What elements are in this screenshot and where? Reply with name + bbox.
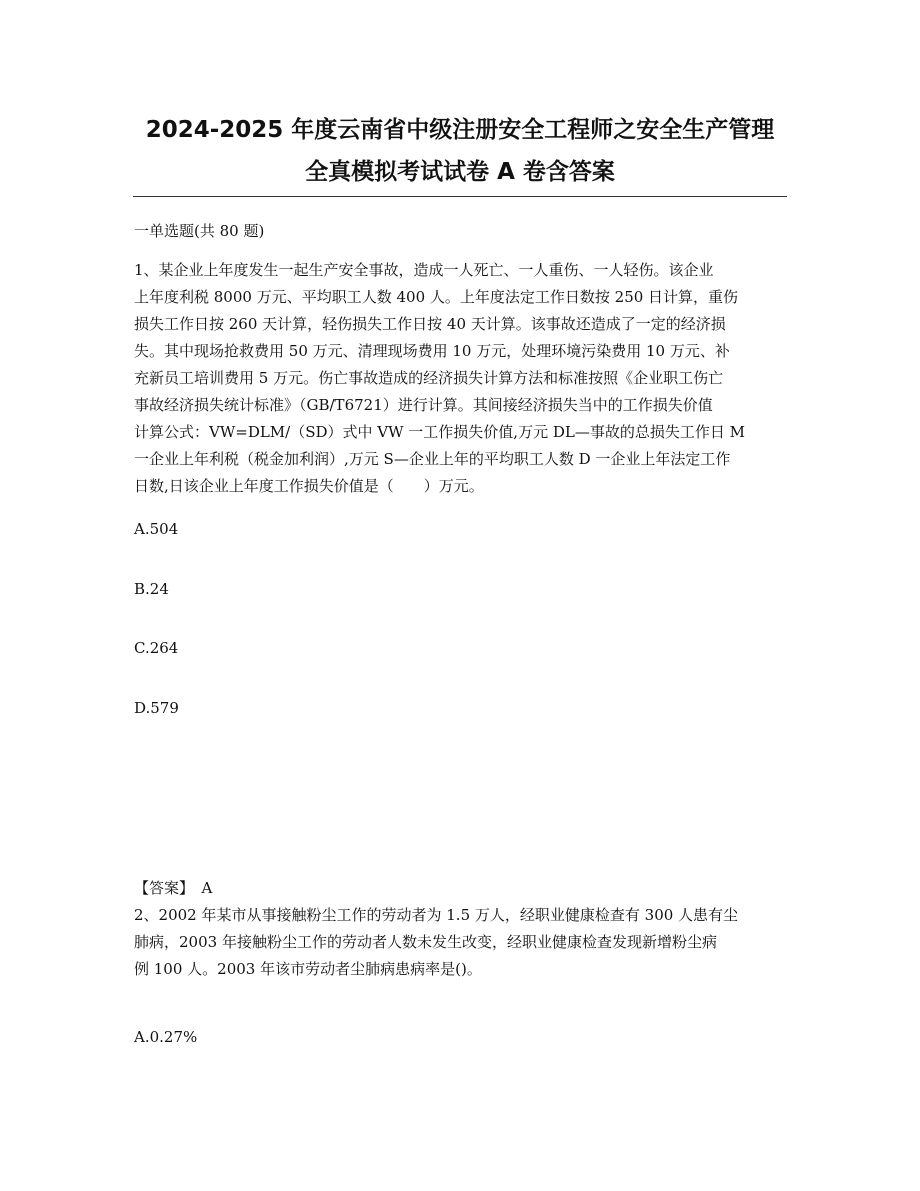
option-a: A.0.27% <box>134 1028 198 1046</box>
title-line: 全真模拟考试试卷 A 卷含答案 <box>305 159 615 185</box>
text-line: 肺病，2003 年接触粉尘工作的劳动者人数未发生改变，经职业健康检查发现新增粉尘病 <box>134 933 717 951</box>
option-a: A.504 <box>134 520 179 538</box>
document-title <box>120 109 800 193</box>
text-line: 计算公式：VW=DLM/（SD）式中 VW 一工作损失价值,万元 DL—事故的总损失工作日 M <box>134 423 745 441</box>
text-line: 损失工作日按 260 天计算，轻伤损失工作日按 40 天计算。该事故还造成了一定的经济损 <box>134 315 726 333</box>
option-b: B.24 <box>134 580 169 598</box>
question-1-text <box>134 257 745 500</box>
text-line: 事故经济损失统计标准》（GB/T6721）进行计算。其间接经济损失当中的工作损失价值 <box>134 396 713 414</box>
text-line: 失。其中现场抢救费用 50 万元、清理现场费用 10 万元，处理环境污染费用 10 万元、补 <box>134 342 730 360</box>
text-line: 2、2002 年某市从事接触粉尘工作的劳动者为 1.5 万人，经职业健康检查有 300 人患有尘 <box>134 906 739 924</box>
question-2-text <box>134 902 738 983</box>
answer-label: 【答案】 A <box>134 879 213 897</box>
text-line: 一企业上年利税（税金加利润）,万元 S—企业上年的平均职工人数 D 一企业上年法定工作 <box>134 450 731 468</box>
option-d: D.579 <box>134 699 179 717</box>
option-c: C.264 <box>134 639 179 657</box>
section-heading: 一单选题(共 80 题) <box>134 222 265 240</box>
text-line: 充新员工培训费用 5 万元。伤亡事故造成的经济损失计算方法和标准按照《企业职工伤亡 <box>134 369 724 387</box>
text-line: 上年度利税 8000 万元、平均职工人数 400 人。上年度法定工作日数按 250 日计算，重伤 <box>134 288 739 306</box>
text-line: 日数,日该企业上年度工作损失价值是（ ）万元。 <box>134 477 484 495</box>
text-line: 1、某企业上年度发生一起生产安全事故，造成一人死亡、一人重伤、一人轻伤。该企业 <box>134 261 714 279</box>
text-line: 例 100 人。2003 年该市劳动者尘肺病患病率是()。 <box>134 960 482 978</box>
title-line: 2024-2025 年度云南省中级注册安全工程师之安全生产管理 <box>145 117 775 143</box>
title-divider <box>133 196 787 197</box>
